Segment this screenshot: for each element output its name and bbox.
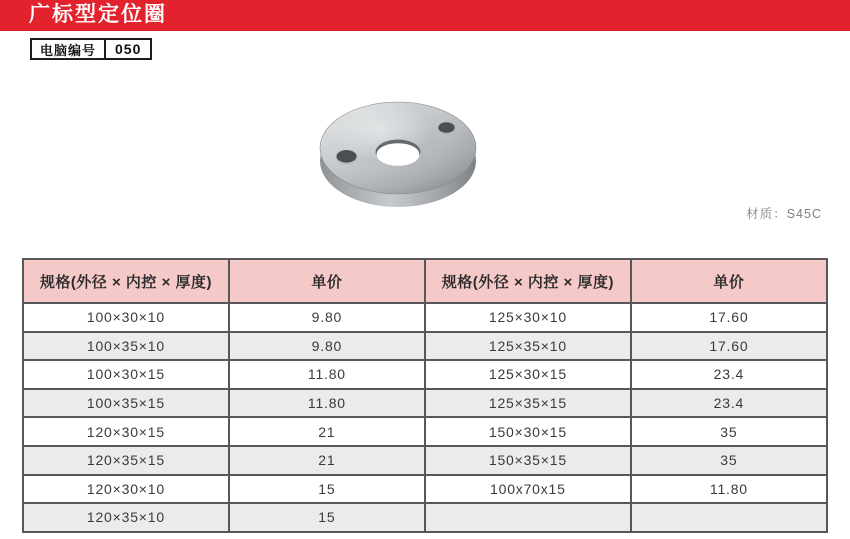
spec-cell: 100x70x15 [425,475,631,504]
spec-cell: 120×30×15 [23,417,229,446]
spec-cell: 150×35×15 [425,446,631,475]
code-label: 电脑编号 [32,40,106,58]
title-banner [0,0,850,31]
table-row [23,303,827,332]
price-cell: 9.80 [229,332,425,361]
price-header: 单价 [229,259,425,303]
spec-cell [425,503,631,532]
spec-cell: 100×30×10 [23,303,229,332]
price-cell: 17.60 [631,303,827,332]
table-header-row [23,259,827,303]
table-row [23,332,827,361]
price-cell: 17.60 [631,332,827,361]
price-cell: 9.80 [229,303,425,332]
spec-cell: 125×30×15 [425,360,631,389]
spec-cell: 120×30×10 [23,475,229,504]
spec-cell: 125×30×10 [425,303,631,332]
price-cell: 21 [229,417,425,446]
price-cell: 11.80 [631,475,827,504]
price-cell: 35 [631,417,827,446]
table-row [23,389,827,418]
price-cell: 11.80 [229,360,425,389]
spec-cell: 120×35×15 [23,446,229,475]
page-title: 广标型定位圈 [29,3,167,26]
price-cell: 23.4 [631,389,827,418]
price-cell [631,503,827,532]
product-photo [311,89,489,219]
code-value: 050 [115,41,142,57]
material-note: 材质：S45C [746,207,822,221]
table-row [23,360,827,389]
spec-cell: 100×35×10 [23,332,229,361]
spec-cell: 125×35×10 [425,332,631,361]
price-table [22,258,828,533]
spec-cell: 100×35×15 [23,389,229,418]
spec-cell: 100×30×15 [23,360,229,389]
table-row [23,475,827,504]
price-table-container [22,258,828,533]
spec-cell: 125×35×15 [425,389,631,418]
spec-header: 规格(外径 × 内控 × 厚度) [23,259,229,303]
table-row [23,503,827,532]
price-cell: 23.4 [631,360,827,389]
price-cell: 15 [229,475,425,504]
table-row [23,446,827,475]
price-cell: 11.80 [229,389,425,418]
spec-cell: 120×35×10 [23,503,229,532]
spec-header: 规格(外径 × 内控 × 厚度) [425,259,631,303]
table-row [23,417,827,446]
spec-cell: 150×30×15 [425,417,631,446]
positioning-ring-image [311,89,489,219]
price-header: 单价 [631,259,827,303]
price-cell: 15 [229,503,425,532]
computer-code-box [30,38,152,60]
price-cell: 35 [631,446,827,475]
price-table-body [23,303,827,532]
price-cell: 21 [229,446,425,475]
